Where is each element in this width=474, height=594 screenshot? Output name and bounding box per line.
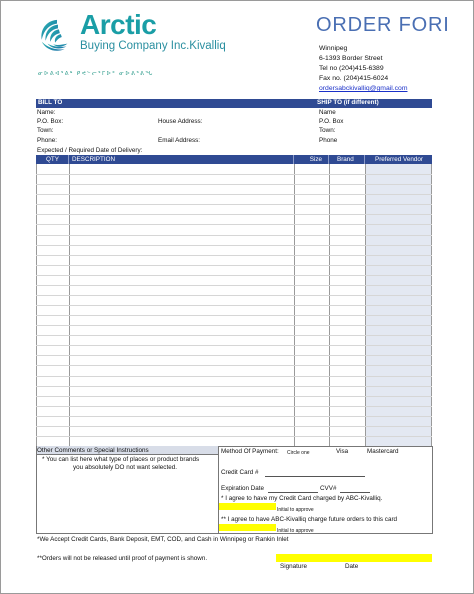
ship-phone-label: Phone [319, 137, 338, 144]
bill-phone-label: Phone: [37, 137, 57, 144]
table-row-line [36, 194, 432, 195]
bill-town-label: Town: [37, 127, 54, 134]
agree-charge-text: * I agree to have my Credit Card charged by ABC-Kivalliq. [221, 495, 383, 502]
agree-future-text: ** I agree to have ABC-Kivalliq charge future orders to this card [221, 516, 398, 523]
items-table-body [36, 164, 432, 446]
ship-town-label: Town: [319, 127, 336, 134]
comments-header: Other Comments or Special Instructions [37, 447, 149, 454]
signature-date-field[interactable] [276, 554, 432, 562]
table-row-line [36, 265, 432, 266]
table-row-line [36, 295, 432, 296]
table-row-line [36, 224, 432, 225]
table-row-line [36, 406, 432, 407]
payment-border-right [432, 446, 433, 533]
items-table-header [36, 155, 432, 164]
initial-approve-box-2[interactable] [219, 524, 276, 531]
table-row-line [36, 436, 432, 437]
table-row-line [36, 376, 432, 377]
bill-email-address-label: Email Address: [158, 137, 200, 144]
col-description-header: DESCRIPTION [69, 155, 294, 164]
table-row-line [36, 386, 432, 387]
address-tel: Tel no (204)415-6389 [319, 65, 384, 72]
table-row-line [36, 335, 432, 336]
table-row-line [36, 204, 432, 205]
table-row-line [36, 325, 432, 326]
table-row-line [36, 315, 432, 316]
table-row-line [36, 365, 432, 366]
table-row-line [36, 214, 432, 215]
address-email-link[interactable]: ordersabckivalliq@gmail.com [319, 85, 408, 92]
table-row-line [36, 255, 432, 256]
bill-po-box-label: P.O. Box: [37, 118, 64, 125]
credit-card-input[interactable] [265, 476, 365, 477]
cvv-label: CVV# [320, 485, 337, 492]
bottom-section-bottom-border [36, 533, 433, 534]
col-qty-header: QTY [36, 155, 69, 164]
table-row-line [36, 174, 432, 175]
table-row-line [36, 275, 432, 276]
address-city: Winnipeg [319, 45, 348, 52]
payment-circle-one: Circle one [287, 450, 310, 456]
comments-header-line [36, 454, 218, 455]
table-row-line [36, 426, 432, 427]
table-row-line [36, 416, 432, 417]
release-note: **Orders will not be released until proof of payment is shown. [37, 555, 208, 562]
initial-approve-box-1[interactable] [219, 503, 276, 510]
accepted-payments-note: *We Accept Credit Cards, Bank Deposit, EMT, COD, and Cash in Winnipeg or Rankin Inlet [37, 536, 289, 543]
bill-ship-header-bar [36, 99, 432, 108]
payment-option-mastercard[interactable]: Mastercard [367, 448, 399, 455]
initial-approve-label-1: Initial to approve [277, 507, 314, 513]
company-name: Arctic [80, 9, 157, 40]
signature-label: Signature [280, 563, 307, 570]
bill-house-address-label: House Address: [158, 118, 203, 125]
ship-po-box-label: P.O. Box [319, 118, 344, 125]
company-syllabics: ᓂᐅᕕᐊᕐᕕᒃ ᑭᕙᓪᓕᕐᒥᐅᑦ ᓂᐅᕕᕐᕕᖓ [38, 71, 154, 77]
initial-approve-label-2: Initial to approve [277, 528, 314, 534]
table-row-line [36, 305, 432, 306]
cvv-input[interactable] [340, 492, 370, 493]
credit-card-label: Credit Card # [221, 469, 259, 476]
table-row-line [36, 396, 432, 397]
comments-note-2: you absolutely DO not want selected. [73, 464, 177, 471]
bill-to-header: BILL TO [38, 99, 63, 106]
delivery-date-label: Expected / Required Date of Delivery: [37, 147, 143, 154]
col-brand-header: Brand [329, 155, 365, 164]
order-form-title: ORDER FORI [316, 14, 450, 36]
company-subtitle: Buying Company Inc.Kivalliq [80, 40, 226, 52]
comments-note-1: * You can list here what type of places or product brands [42, 456, 200, 463]
arctic-logo-swirl-icon [38, 17, 76, 55]
col-preferred-vendor-header: Preferred Vendor [375, 156, 423, 163]
table-row-line [36, 235, 432, 236]
expiration-date-input[interactable] [268, 492, 318, 493]
payment-border-left [218, 446, 219, 533]
ship-to-header: SHIP TO (if different) [317, 99, 379, 106]
table-row-line [36, 355, 432, 356]
ship-name-label: Name [319, 109, 336, 116]
date-label: Date [345, 563, 359, 570]
payment-method-label: Method Of Payment: [221, 448, 279, 455]
address-fax: Fax no. (204)415-6024 [319, 75, 389, 82]
payment-option-visa[interactable]: Visa [336, 448, 349, 455]
table-row-line [36, 345, 432, 346]
expiration-date-label: Expiration Date [221, 485, 265, 492]
col-size-header: Size [294, 155, 329, 164]
address-street: 6-1393 Border Street [319, 55, 383, 62]
table-row-line [36, 245, 432, 246]
comments-border-left [36, 446, 37, 533]
table-row-line [36, 184, 432, 185]
bill-name-label: Name: [37, 109, 56, 116]
table-row-line [36, 285, 432, 286]
